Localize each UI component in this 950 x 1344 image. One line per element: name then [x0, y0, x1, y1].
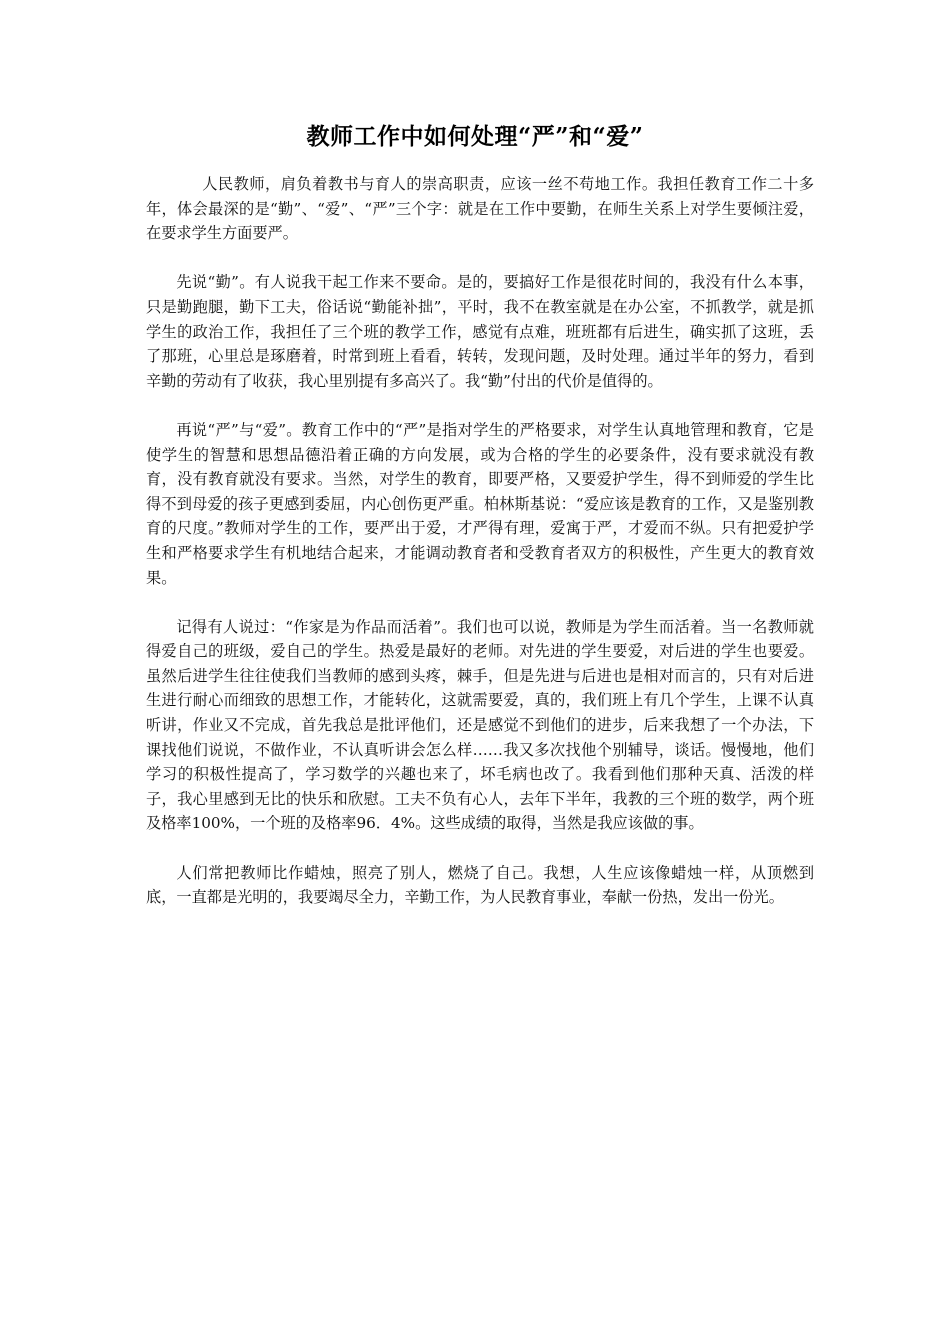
paragraph: 记得有人说过：“作家是为作品而活着”。我们也可以说，教师是为学生而活着。当一名教师就得爱自己的班级，爱自己的学生。热爱是最好的老师。对先进的学生要爱，对后进的学生也要爱。虽然后进学生往往使我们当教师的感到头疼，棘手，但是先进与后进也是相对而言的，只有对后进生进行耐心而细致的思想工作，才能转化，这就需要爱，真的，我们班上有几个学生，上课不认真听讲，作业又不完成，首先我总是批评他们，还是感觉不到他们的进步，后来我想了一个办法，下课找他们说说，不做作业，不认真听讲会怎么样……我又多次找他个别辅导，谈话。慢慢地，他们学习的积极性提高了，学习数学的兴趣也来了，坏毛病也改了。我看到他们那种天真、活泼的样子，我心里感到无比的快乐和欣慰。工夫不负有心人，去年下半年，我教的三个班的数学，两个班及格率100%，一个班的及格率96．4%。这些成绩的取得，当然是我应该做的事。 [146, 617, 814, 833]
document-body [146, 172, 814, 934]
paragraph: 再说“严”与“爱”。教育工作中的“严”是指对学生的严格要求，对学生认真地管理和教育，它是使学生的智慧和思想品德沿着正确的方向发展，或为合格的学生的必要条件，没有要求就没有教育，没有教育就没有要求。当然，对学生的教育，即要严格，又要爱护学生，得不到师爱的学生比得不到母爱的孩子更感到委屈，内心创伤更严重。柏林斯基说：“爱应该是教育的工作，又是鉴别教育的尺度。”教师对学生的工作，要严出于爱，才严得有理，爱寓于严，才爱而不纵。只有把爱护学生和严格要求学生有机地结合起来，才能调动教育者和受教育者双方的积极性，产生更大的教育效果。 [146, 420, 814, 587]
paragraph: 人民教师，肩负着教书与育人的崇高职责，应该一丝不苟地工作。我担任教育工作二十多年，体会最深的是“勤”、“爱”、“严”三个字：就是在工作中要勤，在师生关系上对学生要倾注爱，在要求学生方面要严。 [146, 175, 814, 243]
paragraph: 人们常把教师比作蜡烛，照亮了别人，燃烧了自己。我想，人生应该像蜡烛一样，从顶燃到底，一直都是光明的，我要竭尽全力，辛勤工作，为人民教育事业，奉献一份热，发出一份光。 [146, 863, 814, 907]
paragraph: 先说“勤”。有人说我干起工作来不要命。是的，要搞好工作是很花时间的，我没有什么本事，只是勤跑腿，勤下工夫，俗话说“勤能补拙”，平时，我不在教室就是在办公室，不抓教学，就是抓学生的政治工作，我担任了三个班的教学工作，感觉有点难，班班都有后进生，确实抓了这班，丢了那班，心里总是琢磨着，时常到班上看看，转转，发现问题，及时处理。通过半年的努力，看到辛勤的劳动有了收获，我心里别提有多高兴了。我“勤”付出的代价是值得的。 [146, 273, 814, 390]
document-title: 教师工作中如何处理“严”和“爱” [306, 123, 644, 150]
